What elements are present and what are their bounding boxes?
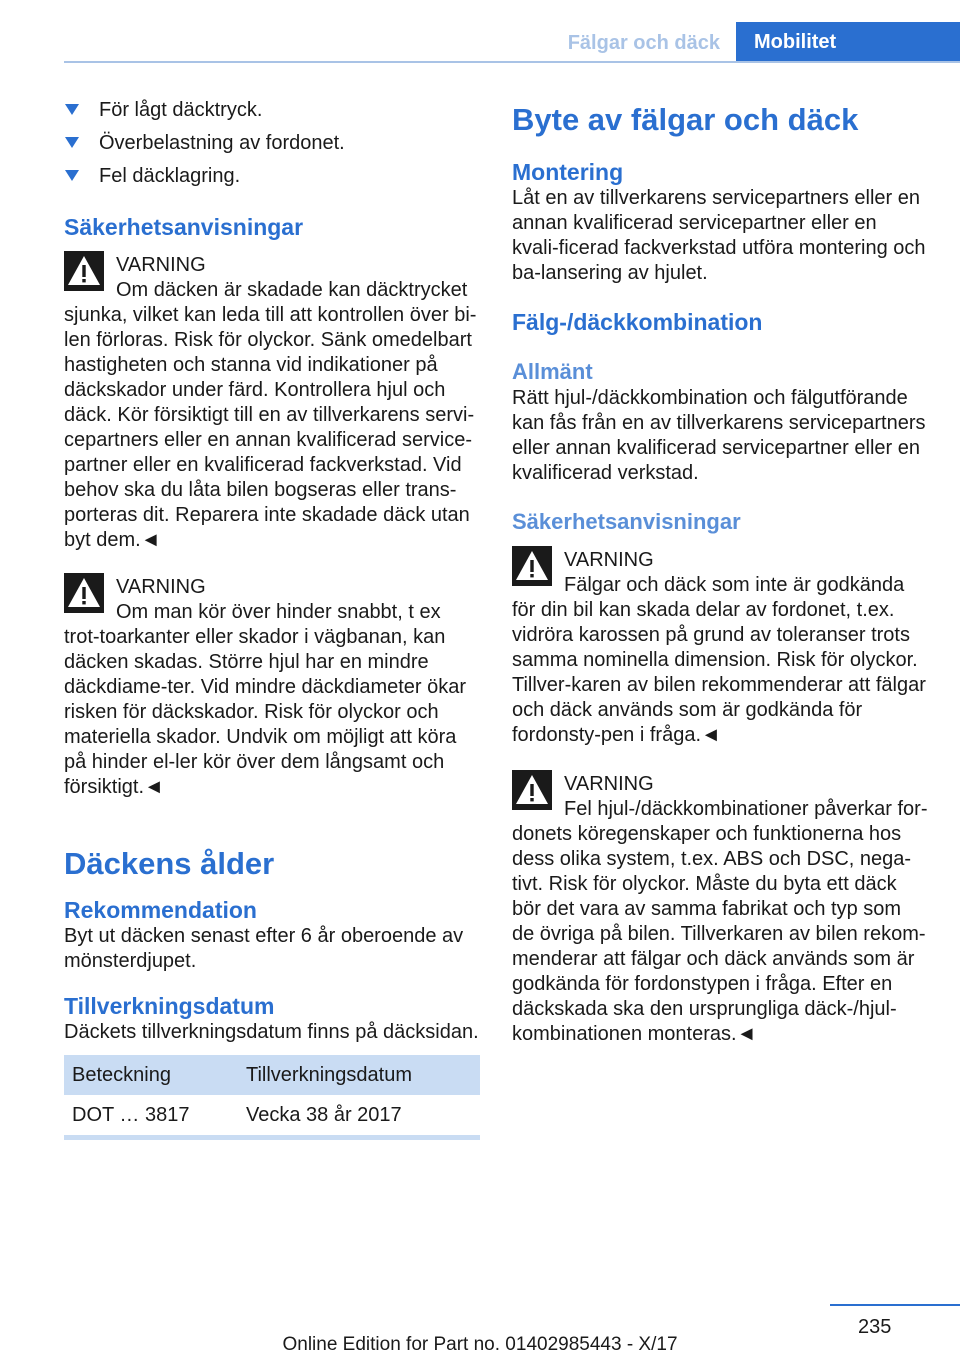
warning-label: VARNING <box>116 254 206 276</box>
table-cell: DOT … 3817 <box>64 1095 238 1138</box>
warning-icon <box>512 770 552 810</box>
warning-text: Om däcken är skadade kan däcktrycket sjunka, vilket kan leda till att kontrollen över bi-len förloras. Risk för olyckor. Sänk omedelbart hastigheten och stanna vid indikationer på däckskador under färd. Kontrollera hjul och däck. Kör försiktigt till en av tillverkarens servi-cepartners eller en annan kvalificerad service-partner eller en kvalificerad fackverkstad. Vid behov ska du låta bilen bogseras eller trans-porteras dit. Reparera inte skadade däck utan byt dem.◄ <box>64 279 477 551</box>
safety-heading: Säkerhetsanvisningar <box>64 214 304 240</box>
bullet-triangle-icon <box>65 137 79 148</box>
warning-block <box>64 573 480 800</box>
bullet-triangle-icon <box>65 104 79 115</box>
column-header: Tillverkningsdatum <box>238 1055 480 1095</box>
warning-block <box>512 546 928 748</box>
manufacturing-date-heading: Tillverkningsdatum <box>64 993 275 1019</box>
table-row <box>64 1095 480 1138</box>
section-title: Byte av fälgar och däck <box>512 102 859 137</box>
page-number-rule <box>830 1304 960 1306</box>
combination-heading: Fälg-/däckkombination <box>512 309 763 335</box>
manufacturing-date-text: Däckets tillverkningsdatum finns på däcksidan. <box>64 1021 479 1043</box>
safety-heading: Säkerhetsanvisningar <box>512 509 741 534</box>
warning-icon <box>512 546 552 586</box>
table-cell: Vecka 38 år 2017 <box>238 1095 480 1138</box>
column-header: Beteckning <box>64 1055 238 1095</box>
warning-label: VARNING <box>564 773 654 795</box>
mounting-text: Låt en av tillverkarens servicepartners eller en annan kvalificerad servicepartner eller en kvali-ficerad fackverkstad utföra montering och ba-lansering av hjulet. <box>512 187 926 284</box>
general-heading: Allmänt <box>512 359 593 384</box>
header-chapter-label: Fälgar och däck <box>567 32 720 54</box>
warning-icon <box>64 573 104 613</box>
header-section-tab: Mobilitet <box>736 22 960 62</box>
page-header <box>0 0 960 62</box>
warning-label: VARNING <box>116 576 206 598</box>
warning-block <box>64 251 480 553</box>
warning-block <box>512 770 928 1047</box>
manufacturing-date-table <box>64 1055 480 1140</box>
table-header-row <box>64 1055 480 1095</box>
list-item: För lågt däcktryck. <box>64 98 480 131</box>
recommendation-text: Byt ut däcken senast efter 6 år oberoende av mönsterdjupet. <box>64 925 464 972</box>
edition-footer: Online Edition for Part no. 01402985443 - X/17 <box>282 1334 678 1355</box>
warning-text: Om man kör över hinder snabbt, t ex trot-toarkanter eller skador i vägbanan, kan däcken skadas. Större hjul har en mindre däckdiame-ter. Vid mindre däckdiameter ökar risken för däckskador. Risk för olyckor och materiella skador. Undvik om möjligt att köra på hinder el-ler kör över dem långsamt och försiktigt.◄ <box>64 601 467 798</box>
recommendation-heading: Rekommendation <box>64 897 257 923</box>
list-item: Överbelastning av fordonet. <box>64 131 480 164</box>
cause-list <box>64 98 480 197</box>
warning-text: Fälgar och däck som inte är godkända för din bil kan skada delar av fordonet, t.ex. vidröra karossen på grund av toleranser trots samma nominella dimension. Risk för olyckor. Tillver-karen av bilen rekommenderar att fälgar och däck används som är godkända för fordonsty-pen i fråga.◄ <box>512 574 926 746</box>
header-divider <box>64 61 960 63</box>
right-column <box>512 98 928 1047</box>
list-item: Fel däcklagring. <box>64 164 480 197</box>
left-column <box>64 98 480 1140</box>
general-text: Rätt hjul-/däckkombination och fälgutförande kan fås från en av tillverkarens servicepartners eller annan kvalificerad servicepartner eller en kvalificerad verkstad. <box>512 387 926 484</box>
page-number: 235 <box>858 1316 892 1338</box>
mounting-heading: Montering <box>512 159 624 185</box>
warning-icon <box>64 251 104 291</box>
tire-age-heading: Däckens ålder <box>64 846 275 881</box>
warning-label: VARNING <box>564 549 654 571</box>
bullet-triangle-icon <box>65 170 79 181</box>
warning-text: Fel hjul-/däckkombinationer påverkar for-donets köregenskaper och funktionerna hos dess olika system, t.ex. ABS och DSC, nega-tivt. Risk för olyckor. Måste du byta ett däck bör det vara av samma fabrikat och typ som de övriga på bilen. Tillverkaren av bilen rekom-menderar att fälgar och däck används som är godkända för fordonstypen i fråga. Efter en däckskada ska den ursprungliga däck-/hjul-kombinationen monteras.◄ <box>512 798 928 1045</box>
